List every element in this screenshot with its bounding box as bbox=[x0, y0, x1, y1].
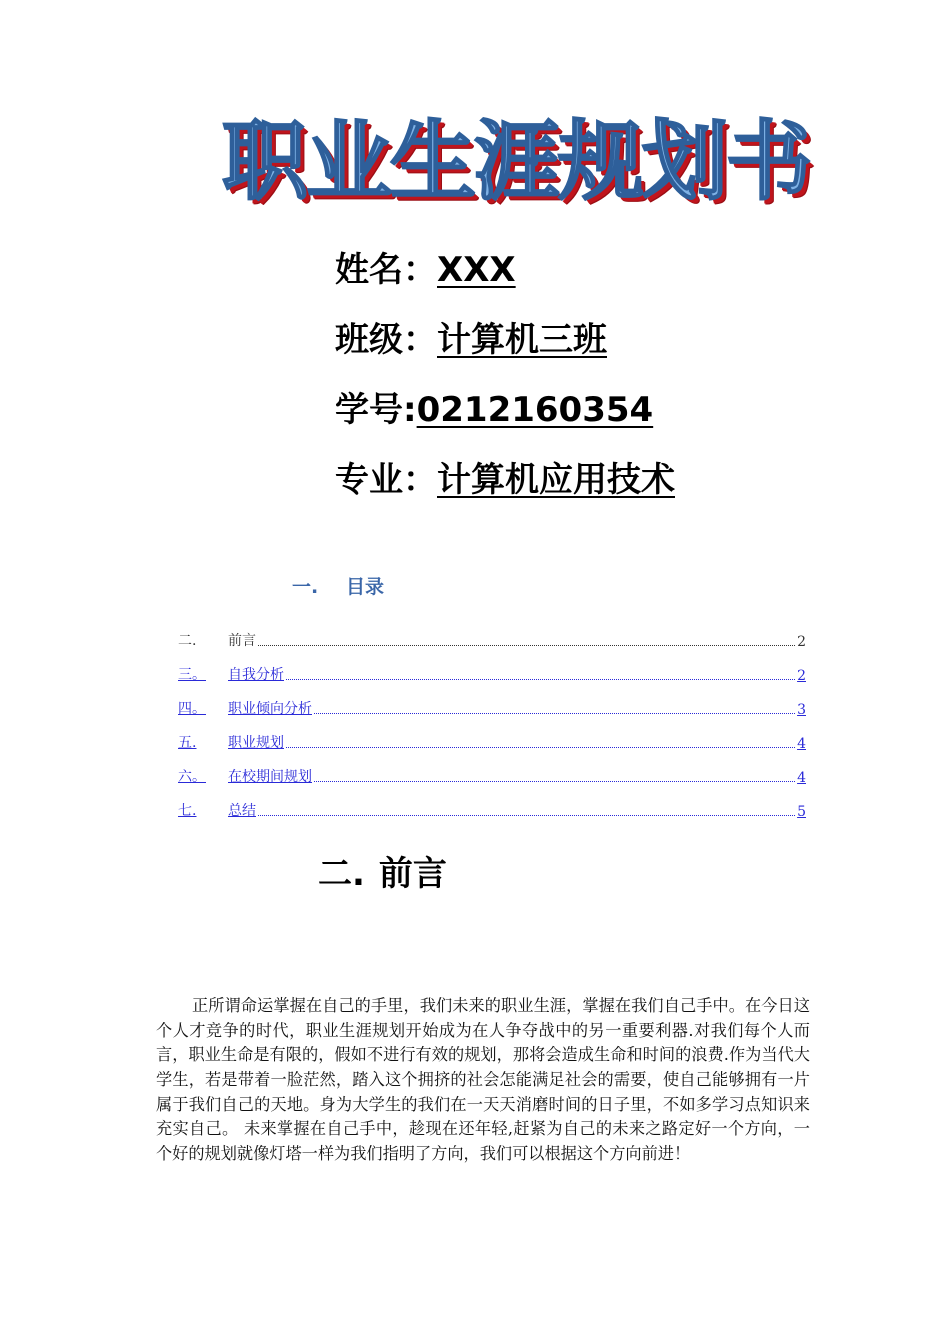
toc-entry-page: 3 bbox=[797, 702, 806, 718]
info-major bbox=[335, 458, 675, 502]
toc-entry-number: 七. bbox=[178, 803, 197, 819]
toc-entry-label: 自我分析 bbox=[228, 667, 284, 683]
toc-entry-number: 四。 bbox=[178, 701, 206, 717]
toc-entry-school-plan[interactable] bbox=[178, 752, 806, 786]
document-title: 职业生涯规划书 bbox=[222, 112, 810, 212]
toc-entry-career-plan[interactable] bbox=[178, 718, 806, 752]
toc-leader-dots bbox=[258, 815, 795, 816]
toc-leader-dots bbox=[286, 679, 795, 680]
toc-entry-label: 职业规划 bbox=[228, 735, 284, 751]
toc-entry-label: 职业倾向分析 bbox=[228, 701, 312, 717]
section-number: 二. bbox=[318, 854, 365, 894]
toc-entry-number: 五. bbox=[178, 735, 197, 751]
student-id-label: 学号: bbox=[335, 390, 417, 430]
toc-entry-career-tendency[interactable] bbox=[178, 684, 806, 718]
name-label: 姓名： bbox=[335, 250, 437, 290]
section-heading bbox=[318, 846, 447, 895]
toc-leader-dots bbox=[286, 747, 795, 748]
toc-entry-number: 二. bbox=[178, 633, 197, 649]
info-student-id bbox=[335, 388, 653, 432]
toc-entry-page: 2 bbox=[797, 634, 806, 650]
name-value: XXX bbox=[437, 250, 516, 290]
section-title: 前言 bbox=[378, 854, 447, 894]
toc-heading-number: 一. bbox=[292, 576, 319, 598]
toc-leader-dots bbox=[314, 781, 795, 782]
info-class bbox=[335, 318, 607, 362]
toc-entry-page: 2 bbox=[797, 668, 806, 684]
toc-entry-page: 4 bbox=[797, 770, 806, 786]
major-label: 专业： bbox=[335, 460, 437, 500]
class-label: 班级： bbox=[335, 320, 437, 360]
class-value: 计算机三班 bbox=[437, 320, 607, 360]
toc-entry-label: 在校期间规划 bbox=[228, 769, 312, 785]
toc-entry-self-analysis[interactable] bbox=[178, 650, 806, 684]
toc-entry-page: 5 bbox=[797, 804, 806, 820]
toc-leader-dots bbox=[258, 645, 795, 646]
toc-entry-summary[interactable] bbox=[178, 786, 806, 820]
preface-paragraph: 正所谓命运掌握在自己的手里，我们未来的职业生涯，掌握在我们自己手中。在今日这个人才竞争的时代，职业生涯规划开始成为在人争夺战中的另一重要利器.对我们每个人而言，职业生命是有限的，假如不进行有效的规划，那将会造成生命和时间的浪费.作为当代大学生，若是带着一脸茫然，踏入这个拥挤的社会怎能满足社会的需要，使自己能够拥有一片属于我们自己的天地。身为大学生的我们在一天天消磨时间的日子里，不如多学习点知识来充实自己。 未来掌握在自己手中，趁现在还年轻,赶紧为自己的未来之路定好一个方向，一个好的规划就像灯塔一样为我们指明了方向，我们可以根据这个方向前进！ bbox=[156, 996, 810, 1163]
table-of-contents bbox=[178, 616, 806, 820]
major-value: 计算机应用技术 bbox=[437, 460, 675, 500]
student-id-value: 0212160354 bbox=[416, 390, 654, 430]
toc-entry-label: 前言 bbox=[228, 633, 256, 649]
toc-heading-label: 目录 bbox=[346, 576, 385, 598]
toc-entry-number: 六。 bbox=[178, 769, 206, 785]
info-name bbox=[335, 248, 516, 292]
toc-heading bbox=[292, 572, 384, 599]
toc-entry-label: 总结 bbox=[228, 803, 256, 819]
toc-entry-preface[interactable] bbox=[178, 616, 806, 650]
toc-entry-page: 4 bbox=[797, 736, 806, 752]
toc-leader-dots bbox=[314, 713, 795, 714]
toc-entry-number: 三。 bbox=[178, 667, 206, 683]
